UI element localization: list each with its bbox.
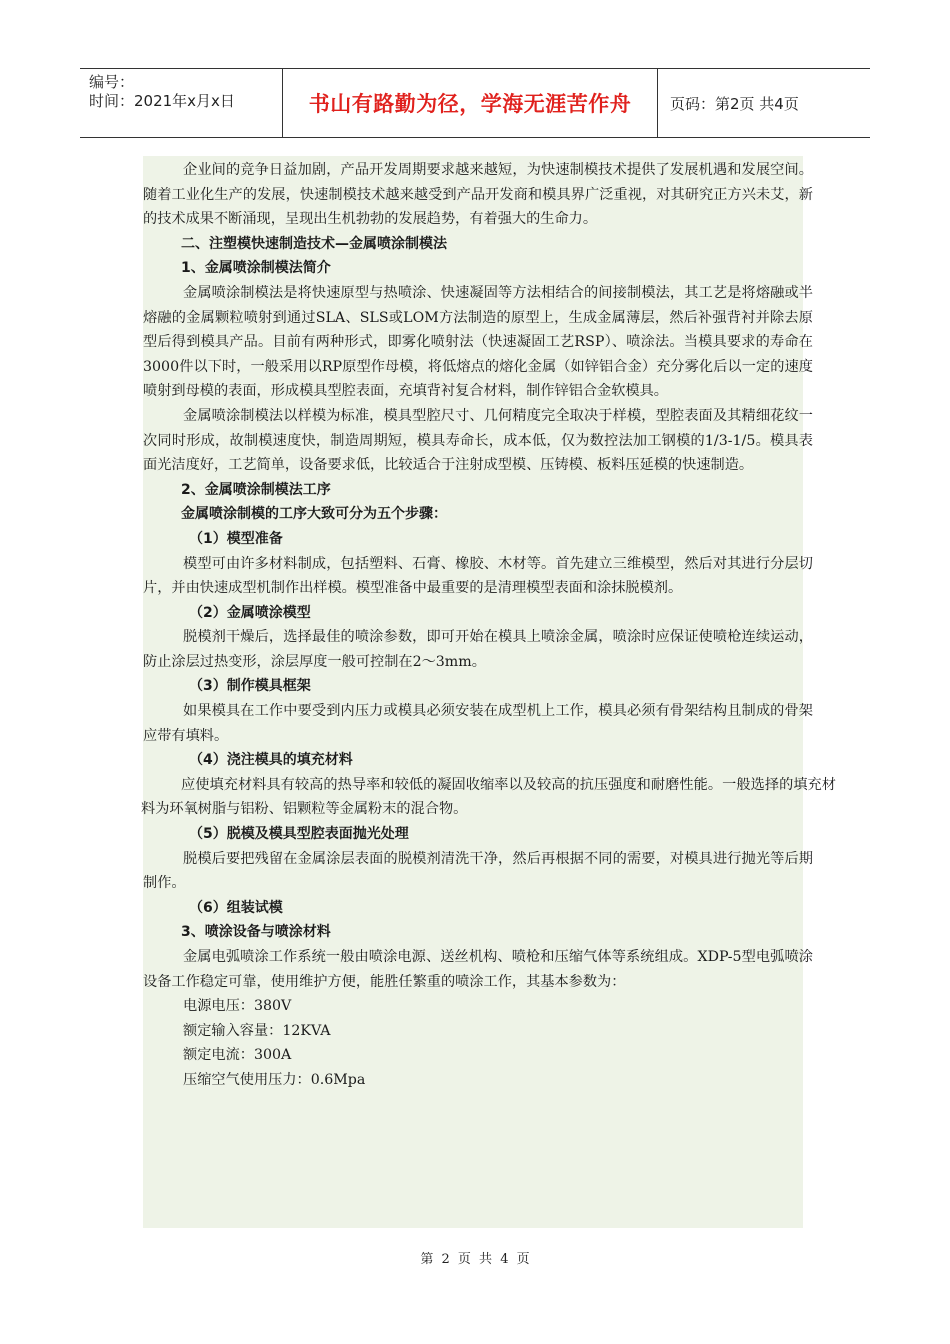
header-motto: 书山有路勤为径，学海无涯苦作舟 [283, 69, 658, 137]
paragraph-equipment: 金属电弧喷涂工作系统一般由喷涂电源、送丝机构、喷枪和压缩气体等系统组成。XDP-5型电弧喷涂设备工作稳定可靠，使用维护方便，能胜任繁重的喷涂工作，其基本参数为： [143, 949, 813, 990]
step-1-text: 模型可由许多材料制成，包括塑料、石膏、橡胶、木材等。首先建立三维模型，然后对其进行分层切片，并由快速成型机制作出样模。模型准备中最重要的是清理模型表面和涂抹脱模剂。 [143, 555, 813, 597]
spec-capacity: 额定输入容量：12KVA [183, 1022, 331, 1039]
steps-heading: 金属喷涂制模的工序大致可分为五个步骤： [181, 506, 447, 523]
step-6-heading: （6）组装试模 [189, 899, 283, 916]
spec-current: 额定电流：300A [183, 1047, 292, 1064]
paragraph-method-advantages: 金属喷涂制模法以样模为标准，模具型腔尺寸、几何精度完全取决于样模，型腔表面及其精细花纹一次同时形成，故制模速度快，制造周期短，模具寿命长，成本低，仅为数控法加工钢模的1/3-1/5。模具表面光洁度好，工艺简单，设备要求低，比较适合于注射成型模、压铸模、板料压延模的快速制造。 [143, 407, 813, 474]
step-3-heading: （3）制作模具框架 [189, 678, 311, 695]
document-body [141, 158, 836, 1093]
paragraph-intro: 企业间的竞争日益加剧，产品开发周期要求越来越短，为快速制模技术提供了发展机遇和发展空间。随着工业化生产的发展，快速制模技术越来越受到产品开发商和模具界广泛重视，对其研究正方兴未艾，新的技术成果不断涌现，呈现出生机勃勃的发展趋势，有着强大的生命力。 [143, 162, 813, 228]
step-1-heading: （1）模型准备 [189, 530, 283, 547]
document-time-label: 时间：2021年x月x日 [89, 92, 235, 110]
spec-voltage: 电源电压：380V [183, 998, 292, 1015]
step-4-text: 应使填充材料具有较高的热导率和较低的凝固收缩率以及较高的抗压强度和耐磨性能。一般选择的填充材料为环氧树脂与铝粉、铝颗粒等金属粉末的混合物。 [141, 776, 836, 818]
step-3-text: 如果模具在工作中要受到内压力或模具必须安装在成型机上工作，模具必须有骨架结构且制成的骨架应带有填料。 [143, 703, 813, 744]
step-4-heading: （4）浇注模具的填充材料 [189, 752, 353, 769]
step-5-heading: （5）脱模及模具型腔表面抛光处理 [189, 826, 409, 843]
page-header [80, 68, 870, 138]
section-heading-2: 二、注塑模快速制造技术—金属喷涂制模法 [181, 235, 447, 252]
step-2-heading: （2）金属喷涂模型 [189, 604, 311, 621]
step-5-text: 脱模后要把残留在金属涂层表面的脱模剂清洗干净，然后再根据不同的需要，对模具进行抛光等后期制作。 [143, 850, 813, 892]
subheading-3: 3、喷涂设备与喷涂材料 [181, 924, 331, 941]
page-footer: 第 2 页 共 4 页 [420, 1252, 530, 1267]
step-2-text: 脱模剂干燥后，选择最佳的喷涂参数，即可开始在模具上喷涂金属，喷涂时应保证使喷枪连续运动，防止涂层过热变形，涂层厚度一般可控制在2～3mm。 [143, 629, 813, 670]
header-meta [80, 69, 283, 137]
header-page-number: 页码：第2页 共4页 [670, 94, 799, 113]
spec-air-pressure: 压缩空气使用压力：0.6Mpa [183, 1071, 366, 1088]
subheading-2: 2、金属喷涂制模法工序 [181, 481, 331, 498]
document-number-label: 编号： [89, 73, 135, 91]
paragraph-method-intro: 金属喷涂制模法是将快速原型与热喷涂、快速凝固等方法相结合的间接制模法，其工艺是将熔融或半熔融的金属颗粒喷射到通过SLA、SLS或LOM方法制造的原型上，生成金属薄层，然后补强背衬并除去原型后得到模具产品。目前有两种形式，即雾化喷射法（快速凝固工艺RSP）、喷涂法。当模具要求的寿命在 3000件以下时，一般采用以RP原型作母模，将低熔点的熔化金属（如锌铝合金）充分雾化后以一定的速度喷射到母模的表面，形成模具型腔表面，充填背衬复合材料，制作锌铝合金软模具。 [143, 284, 813, 400]
subheading-1: 1、金属喷涂制模法简介 [181, 260, 331, 277]
